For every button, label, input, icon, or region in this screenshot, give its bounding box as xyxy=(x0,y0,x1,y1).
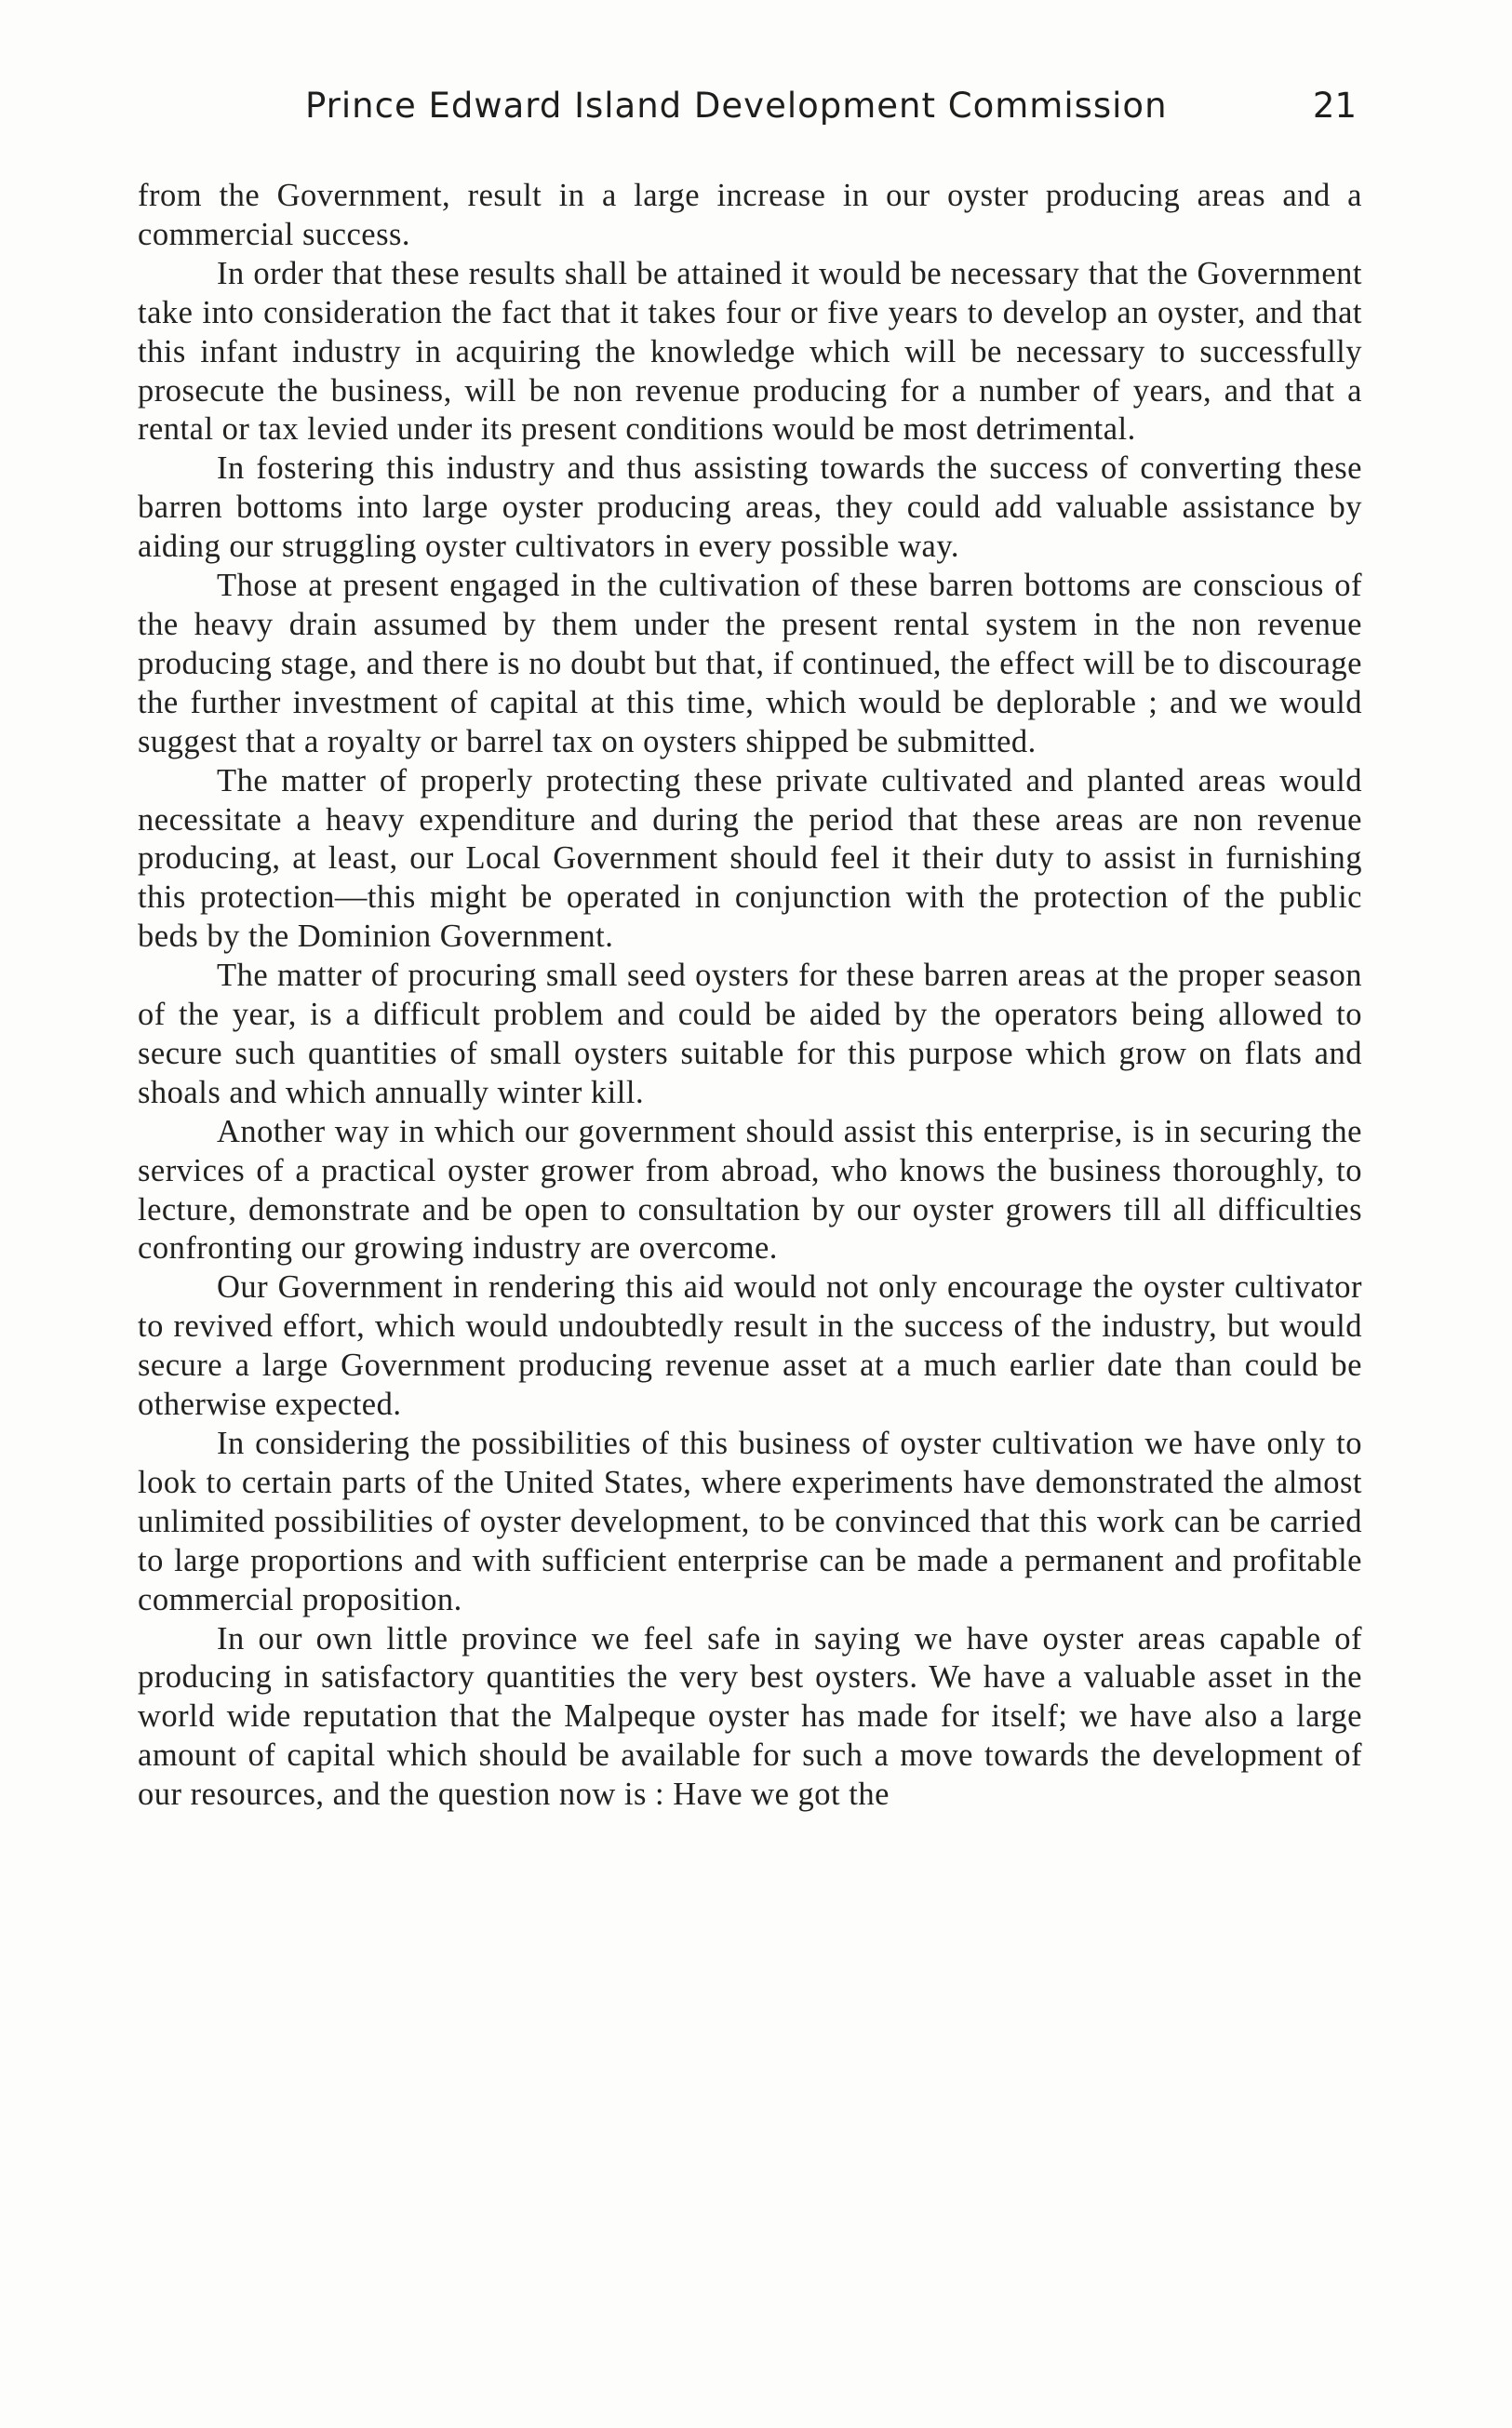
paragraph: In order that these results shall be attained it would be necessary that the Government take into consideration the fact that it takes four or five years to develop an oyster, and that this infant industry in acquiring the knowledge which will be necessary to successfully prosecute the business, will be non revenue producing for a number of years, and that a rental or tax levied under its present conditions would be most detrimental. xyxy=(138,255,1362,448)
paragraph: from the Government, result in a large increase in our oyster producing areas and a commercial success. xyxy=(138,178,1362,252)
paragraph: Another way in which our government should assist this enterprise, is in securing the services of a practical oyster grower from abroad, who knows the business thoroughly, to lecture, demonstrate and be open to consultation by our oyster growers till all difficulties confronting our growing industry are overcome. xyxy=(138,1113,1362,1267)
paragraph: Those at present engaged in the cultivation of these barren bottoms are conscious of the heavy drain assumed by them under the present rental system in the non revenue producing stage, and there is no doubt but that, if continued, the effect will be to discourage the further investment of capital at this time, which would be deplorable ; and we would suggest that a royalty or barrel tax on oysters shipped be submitted. xyxy=(138,568,1362,759)
paragraph: In our own little province we feel safe in saying we have oyster areas capable of producing in satisfactory quantities the very best oysters. We have a valuable asset in the world wide reputation that the Malpeque oyster has made for itself; we have also a large amount of capital which should be available for such a move towards the development of our resources, and the question now is : Have we got the xyxy=(138,1620,1362,1813)
paragraph: The matter of procuring small seed oysters for these barren areas at the proper season of the year, is a difficult problem and could be aided by the operators being allowed to secure such quantities of small oysters suitable for this purpose which grow on flats and shoals and which annually winter kill. xyxy=(138,958,1362,1110)
paragraph: In fostering this industry and thus assisting towards the success of converting these barren bottoms into large oyster producing areas, they could add valuable assistance by aiding our struggling oyster cultivators in every possible way. xyxy=(138,450,1362,565)
page-number: 21 xyxy=(1312,86,1357,126)
body-text xyxy=(138,177,1362,1815)
paragraph: In considering the possibilities of this business of oyster cultivation we have only to look to certain parts of the United States, where experiments have demonstrated the almost unlimited possibilities of oyster development, to be convinced that this work can be carried to large proportions and with sufficient enterprise can be made a permanent and profitable commercial proposition. xyxy=(138,1426,1362,1617)
running-title: Prince Edward Island Development Commission xyxy=(305,86,1168,126)
paragraph: Our Government in rendering this aid would not only encourage the oyster cultivator to revived effort, which would undoubtedly result in the success of the industry, but would secure a large Government producing revenue asset at a much earlier date than could be otherwise expected. xyxy=(138,1269,1362,1423)
running-header xyxy=(138,86,1366,141)
paragraph: The matter of properly protecting these private cultivated and planted areas would necessitate a heavy expenditure and during the period that these areas are non revenue producing, at least, our Local Government should feel it their duty to assist in furnishing this protection—this might be operated in conjunction with the protection of the public beds by the Dominion Government. xyxy=(138,762,1362,955)
